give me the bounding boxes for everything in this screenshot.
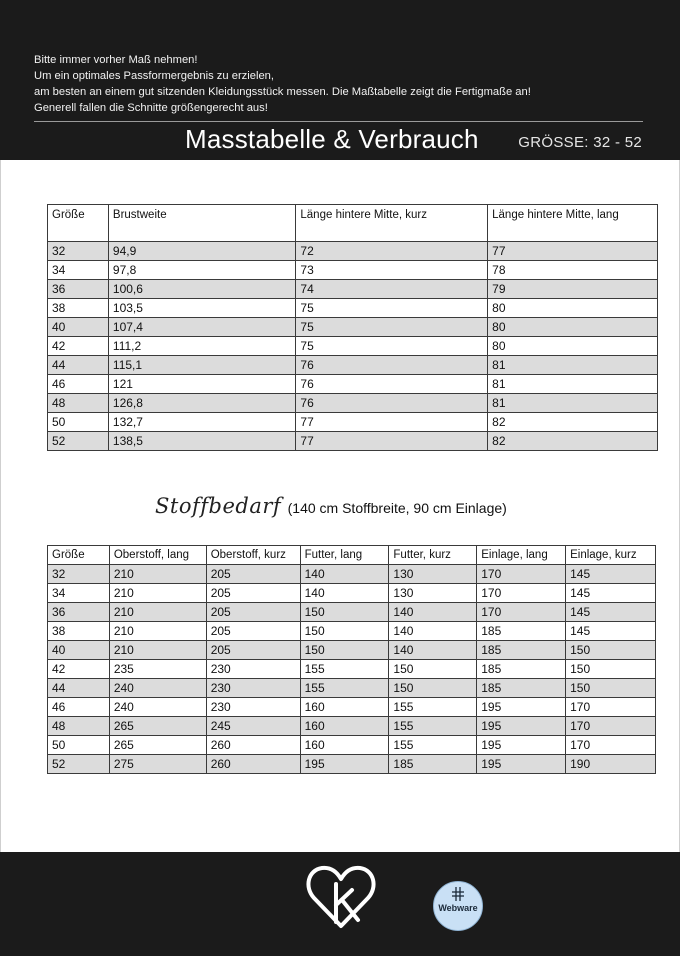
table-cell: 170 bbox=[566, 736, 656, 755]
column-header: Länge hintere Mitte, lang bbox=[488, 205, 658, 242]
table-cell: 145 bbox=[566, 584, 656, 603]
table-cell: 52 bbox=[48, 432, 109, 451]
table-cell: 121 bbox=[108, 375, 295, 394]
table-cell: 190 bbox=[566, 755, 656, 774]
table-cell: 44 bbox=[48, 356, 109, 375]
table-cell: 46 bbox=[48, 375, 109, 394]
notice-line: Generell fallen die Schnitte größengerecht aus! bbox=[34, 102, 268, 114]
table-cell: 38 bbox=[48, 299, 109, 318]
table-cell: 145 bbox=[566, 603, 656, 622]
column-header: Größe bbox=[48, 205, 109, 242]
table-cell: 210 bbox=[109, 603, 206, 622]
table-cell: 155 bbox=[389, 717, 477, 736]
table-cell: 107,4 bbox=[108, 318, 295, 337]
fabric-heading-note: (140 cm Stoffbreite, 90 cm Einlage) bbox=[287, 500, 507, 516]
fabric-heading-script: Stoffbedarf bbox=[155, 494, 282, 518]
table-cell: 170 bbox=[566, 717, 656, 736]
table-cell: 138,5 bbox=[108, 432, 295, 451]
table-cell: 140 bbox=[389, 641, 477, 660]
page-title: Masstabelle & Verbrauch bbox=[185, 124, 479, 154]
table-cell: 44 bbox=[48, 679, 110, 698]
fabric-requirement-table bbox=[47, 545, 656, 774]
table-cell: 145 bbox=[566, 622, 656, 641]
table-cell: 81 bbox=[488, 394, 658, 413]
table-cell: 195 bbox=[477, 698, 566, 717]
table-row bbox=[48, 755, 656, 774]
table-cell: 185 bbox=[477, 660, 566, 679]
table-cell: 77 bbox=[488, 242, 658, 261]
table-cell: 150 bbox=[566, 660, 656, 679]
column-header: Oberstoff, kurz bbox=[206, 546, 300, 565]
table-cell: 155 bbox=[300, 679, 389, 698]
table-cell: 50 bbox=[48, 736, 110, 755]
header-divider bbox=[34, 121, 643, 122]
table-cell: 150 bbox=[389, 679, 477, 698]
table-cell: 260 bbox=[206, 755, 300, 774]
heart-k-logo-icon bbox=[306, 860, 376, 932]
table-cell: 76 bbox=[296, 375, 488, 394]
table-cell: 32 bbox=[48, 242, 109, 261]
column-header: Brustweite bbox=[108, 205, 295, 242]
table-row bbox=[48, 641, 656, 660]
table-row bbox=[48, 698, 656, 717]
table-cell: 82 bbox=[488, 413, 658, 432]
table-row bbox=[48, 242, 658, 261]
table-cell: 130 bbox=[389, 565, 477, 584]
table-row bbox=[48, 736, 656, 755]
table-cell: 48 bbox=[48, 717, 110, 736]
table-cell: 140 bbox=[300, 565, 389, 584]
table-cell: 240 bbox=[109, 698, 206, 717]
table-cell: 205 bbox=[206, 641, 300, 660]
table-cell: 145 bbox=[566, 565, 656, 584]
table-cell: 78 bbox=[488, 261, 658, 280]
table-cell: 185 bbox=[477, 679, 566, 698]
table-cell: 230 bbox=[206, 698, 300, 717]
table-row bbox=[48, 280, 658, 299]
measurement-table-header bbox=[48, 205, 658, 242]
column-header: Einlage, kurz bbox=[566, 546, 656, 565]
table-cell: 132,7 bbox=[108, 413, 295, 432]
table-cell: 77 bbox=[296, 413, 488, 432]
table-cell: 74 bbox=[296, 280, 488, 299]
webware-badge bbox=[433, 881, 483, 931]
table-cell: 195 bbox=[477, 736, 566, 755]
fabric-table-header bbox=[48, 546, 656, 565]
table-cell: 210 bbox=[109, 622, 206, 641]
size-range: GRÖSSE: 32 - 52 bbox=[518, 134, 642, 151]
table-cell: 73 bbox=[296, 261, 488, 280]
table-row bbox=[48, 660, 656, 679]
table-row bbox=[48, 717, 656, 736]
table-row bbox=[48, 679, 656, 698]
fabric-heading bbox=[155, 494, 507, 518]
table-cell: 235 bbox=[109, 660, 206, 679]
table-cell: 32 bbox=[48, 565, 110, 584]
column-header: Futter, kurz bbox=[389, 546, 477, 565]
table-cell: 140 bbox=[300, 584, 389, 603]
table-cell: 115,1 bbox=[108, 356, 295, 375]
table-cell: 72 bbox=[296, 242, 488, 261]
table-cell: 36 bbox=[48, 603, 110, 622]
table-cell: 79 bbox=[488, 280, 658, 299]
table-cell: 160 bbox=[300, 698, 389, 717]
measurement-table-body bbox=[48, 242, 658, 451]
table-cell: 210 bbox=[109, 584, 206, 603]
table-cell: 205 bbox=[206, 565, 300, 584]
notice-line: Um ein optimales Passformergebnis zu erzielen, bbox=[34, 70, 275, 82]
table-cell: 36 bbox=[48, 280, 109, 299]
notice-line: am besten an einem gut sitzenden Kleidungsstück messen. Die Maßtabelle zeigt die Fertigmaße an! bbox=[34, 86, 531, 98]
table-cell: 170 bbox=[477, 584, 566, 603]
table-cell: 42 bbox=[48, 337, 109, 356]
table-row bbox=[48, 584, 656, 603]
table-cell: 52 bbox=[48, 755, 110, 774]
grid-icon bbox=[452, 887, 464, 901]
table-cell: 155 bbox=[389, 698, 477, 717]
table-cell: 195 bbox=[300, 755, 389, 774]
table-cell: 80 bbox=[488, 337, 658, 356]
table-cell: 240 bbox=[109, 679, 206, 698]
table-cell: 150 bbox=[566, 679, 656, 698]
table-cell: 170 bbox=[566, 698, 656, 717]
table-cell: 126,8 bbox=[108, 394, 295, 413]
table-cell: 34 bbox=[48, 261, 109, 280]
table-cell: 185 bbox=[389, 755, 477, 774]
table-cell: 210 bbox=[109, 565, 206, 584]
table-cell: 100,6 bbox=[108, 280, 295, 299]
table-cell: 160 bbox=[300, 736, 389, 755]
table-cell: 230 bbox=[206, 679, 300, 698]
table-cell: 76 bbox=[296, 356, 488, 375]
page-header bbox=[0, 0, 680, 160]
table-cell: 48 bbox=[48, 394, 109, 413]
column-header: Größe bbox=[48, 546, 110, 565]
table-cell: 205 bbox=[206, 584, 300, 603]
table-cell: 185 bbox=[477, 622, 566, 641]
table-row bbox=[48, 375, 658, 394]
table-cell: 155 bbox=[300, 660, 389, 679]
table-cell: 150 bbox=[300, 603, 389, 622]
table-cell: 111,2 bbox=[108, 337, 295, 356]
table-cell: 185 bbox=[477, 641, 566, 660]
table-row bbox=[48, 299, 658, 318]
table-cell: 80 bbox=[488, 318, 658, 337]
table-row bbox=[48, 413, 658, 432]
table-cell: 94,9 bbox=[108, 242, 295, 261]
table-cell: 97,8 bbox=[108, 261, 295, 280]
table-cell: 210 bbox=[109, 641, 206, 660]
table-cell: 46 bbox=[48, 698, 110, 717]
column-header: Einlage, lang bbox=[477, 546, 566, 565]
table-cell: 230 bbox=[206, 660, 300, 679]
notice-line: Bitte immer vorher Maß nehmen! bbox=[34, 54, 198, 66]
table-cell: 81 bbox=[488, 356, 658, 375]
table-row bbox=[48, 622, 656, 641]
table-cell: 150 bbox=[300, 641, 389, 660]
table-row bbox=[48, 565, 656, 584]
column-header: Futter, lang bbox=[300, 546, 389, 565]
table-cell: 150 bbox=[566, 641, 656, 660]
table-row bbox=[48, 432, 658, 451]
table-cell: 76 bbox=[296, 394, 488, 413]
table-cell: 40 bbox=[48, 318, 109, 337]
table-cell: 75 bbox=[296, 318, 488, 337]
table-cell: 40 bbox=[48, 641, 110, 660]
table-cell: 75 bbox=[296, 299, 488, 318]
table-row bbox=[48, 261, 658, 280]
measurement-notice bbox=[34, 52, 531, 116]
table-cell: 265 bbox=[109, 736, 206, 755]
table-cell: 170 bbox=[477, 565, 566, 584]
table-cell: 75 bbox=[296, 337, 488, 356]
badge-label: Webware bbox=[438, 903, 478, 913]
table-row bbox=[48, 318, 658, 337]
table-cell: 80 bbox=[488, 299, 658, 318]
table-cell: 265 bbox=[109, 717, 206, 736]
table-cell: 260 bbox=[206, 736, 300, 755]
table-cell: 34 bbox=[48, 584, 110, 603]
table-cell: 82 bbox=[488, 432, 658, 451]
table-cell: 103,5 bbox=[108, 299, 295, 318]
table-cell: 205 bbox=[206, 603, 300, 622]
table-cell: 140 bbox=[389, 603, 477, 622]
table-row bbox=[48, 394, 658, 413]
table-cell: 77 bbox=[296, 432, 488, 451]
table-cell: 160 bbox=[300, 717, 389, 736]
table-cell: 245 bbox=[206, 717, 300, 736]
table-cell: 140 bbox=[389, 622, 477, 641]
table-cell: 150 bbox=[389, 660, 477, 679]
table-cell: 170 bbox=[477, 603, 566, 622]
table-cell: 150 bbox=[300, 622, 389, 641]
table-row bbox=[48, 603, 656, 622]
table-cell: 130 bbox=[389, 584, 477, 603]
table-cell: 205 bbox=[206, 622, 300, 641]
measurement-table bbox=[47, 204, 658, 451]
table-cell: 38 bbox=[48, 622, 110, 641]
table-row bbox=[48, 337, 658, 356]
table-row bbox=[48, 356, 658, 375]
table-cell: 195 bbox=[477, 717, 566, 736]
table-cell: 195 bbox=[477, 755, 566, 774]
table-cell: 275 bbox=[109, 755, 206, 774]
column-header: Oberstoff, lang bbox=[109, 546, 206, 565]
table-cell: 81 bbox=[488, 375, 658, 394]
table-cell: 50 bbox=[48, 413, 109, 432]
table-cell: 42 bbox=[48, 660, 110, 679]
column-header: Länge hintere Mitte, kurz bbox=[296, 205, 488, 242]
table-cell: 155 bbox=[389, 736, 477, 755]
fabric-table-body bbox=[48, 565, 656, 774]
